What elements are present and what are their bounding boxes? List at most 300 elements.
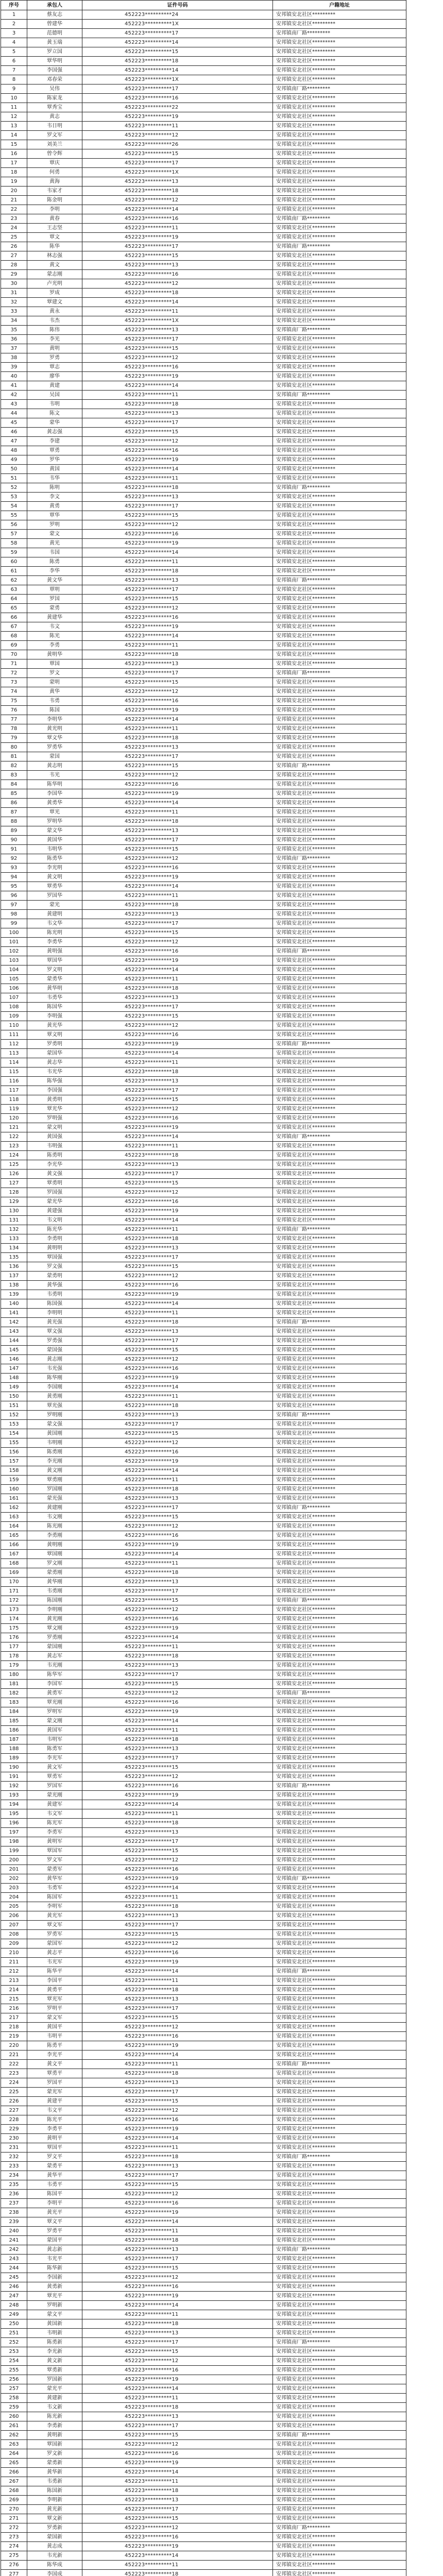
id-number: 452223**********12 [82,687,273,697]
household-address: 安邦镇安北社区********* [273,2069,406,2078]
table-row [1,131,406,140]
row-index: 139 [1,1290,27,1299]
row-index: 148 [1,1374,27,1383]
household-address: 安邦镇安北社区********* [273,1884,406,1893]
row-index: 164 [1,1522,27,1531]
row-index: 144 [1,1336,27,1346]
id-number: 452223**********15 [82,1429,273,1438]
household-address: 安邦镇南厂路********* [273,854,406,863]
id-number: 452223**********18 [82,483,273,493]
table-row [1,400,406,409]
table-row [1,2190,406,2199]
table-row [1,1336,406,1346]
table-row [1,502,406,511]
contractor-name: 黄志新 [27,2245,82,2255]
table-row [1,2041,406,2050]
household-address: 安邦镇安北社区********* [273,1540,406,1550]
table-row [1,1633,406,1642]
household-address: 安邦镇安北社区********* [273,289,406,298]
household-address: 安邦镇安北社区********* [273,437,406,446]
table-row [1,1902,406,1911]
household-address: 安邦镇南厂路********* [273,2153,406,2162]
table-row [1,771,406,780]
table-row [1,251,406,261]
contractor-name: 覃光刚 [27,1698,82,1707]
contractor-name: 黄志军 [27,1652,82,1661]
household-address: 安邦镇安北社区********* [273,1234,406,1244]
row-index: 115 [1,1067,27,1077]
table-row [1,2227,406,2236]
header-contractor: 承包人 [27,1,82,10]
household-address: 安邦镇南厂路********* [273,2431,406,2440]
contractor-name: 韦勇新 [27,2477,82,2486]
row-index: 265 [1,2459,27,2468]
id-number: 452223**********13 [82,2245,273,2255]
id-number: 452223**********14 [82,38,273,47]
table-row [1,1967,406,1976]
contractor-name: 罗文新 [27,2449,82,2459]
table-row [1,316,406,326]
table-row [1,1578,406,1587]
id-number: 452223**********12 [82,353,273,363]
id-number: 452223**********14 [82,465,273,474]
id-number: 452223**********13 [82,1995,273,2004]
id-number: 452223**********19 [82,873,273,882]
contractor-name: 陈华军 [27,1670,82,1680]
row-index: 234 [1,2171,27,2180]
row-index: 87 [1,808,27,817]
contractor-name: 韦光军 [27,1958,82,1967]
household-address: 安邦镇安北社区********* [273,901,406,910]
household-address: 安邦镇安北社区********* [273,993,406,1003]
household-address: 安邦镇安北社区********* [273,1170,406,1179]
row-index: 130 [1,1207,27,1216]
row-index: 117 [1,1086,27,1095]
contractor-name: 覃文刚 [27,1624,82,1633]
row-index: 235 [1,2180,27,2190]
row-index: 274 [1,2542,27,2551]
row-index: 116 [1,1077,27,1086]
table-row [1,2329,406,2338]
table-row [1,1401,406,1411]
household-address: 安邦镇安北社区********* [273,1438,406,1448]
household-address: 安邦镇安北社区********* [273,1086,406,1095]
row-index: 125 [1,1160,27,1170]
household-address: 安邦镇安北社区********* [273,678,406,687]
household-address: 安邦镇南厂路********* [273,1503,406,1513]
id-number: 452223**********13 [82,1244,273,1253]
table-row [1,1058,406,1067]
contractor-name: 蒙国 [27,752,82,761]
row-index: 103 [1,956,27,965]
id-number: 452223**********16 [82,2282,273,2292]
household-address: 安邦镇安北社区********* [273,1485,406,1494]
contractor-name: 覃光 [27,808,82,817]
contractor-name: 黄文平 [27,2060,82,2069]
household-address: 安邦镇安北社区********* [273,1058,406,1067]
household-address: 安邦镇安北社区********* [273,2013,406,2023]
id-number: 452223**********13 [82,2412,273,2421]
row-index: 179 [1,1661,27,1670]
household-address: 安邦镇安北社区********* [273,1680,406,1689]
id-number: 452223**********15 [82,428,273,437]
id-number: 452223**********14 [82,1633,273,1642]
row-index: 23 [1,214,27,224]
household-address: 安邦镇安北社区********* [273,372,406,381]
household-address: 安邦镇安北社区********* [273,2496,406,2505]
table-row [1,1726,406,1735]
household-address: 安邦镇安北社区********* [273,1309,406,1318]
id-number: 452223**********16 [82,363,273,372]
contractor-name: 韦明强 [27,1142,82,1151]
row-index: 226 [1,2097,27,2106]
contractor-name: 黄永 [27,307,82,316]
household-address: 安邦镇安北社区********* [273,1299,406,1309]
id-number: 452223**********18 [82,817,273,826]
contractor-name: 陈勇明 [27,1151,82,1160]
household-address: 安邦镇安北社区********* [273,363,406,372]
contractor-name: 李勇明 [27,1234,82,1244]
id-number: 452223**********16 [82,1531,273,1540]
household-address: 安邦镇安北社区********* [273,10,406,20]
id-number: 452223**********12 [82,2023,273,2032]
household-address: 安邦镇安北社区********* [273,224,406,233]
contractor-name: 陈国 [27,706,82,715]
row-index: 185 [1,1717,27,1726]
contractor-name: 覃庆 [27,159,82,168]
household-address: 安邦镇南厂路********* [273,576,406,585]
row-index: 2 [1,20,27,29]
id-number: 452223**********12 [82,1605,273,1615]
table-row [1,2032,406,2041]
household-address: 安邦镇安北社区********* [273,697,406,706]
id-number: 452223**********13 [82,1661,273,1670]
household-address: 安邦镇安北社区********* [273,2421,406,2431]
table-row [1,2106,406,2115]
table-row [1,2208,406,2217]
id-number: 452223**********26 [82,140,273,149]
household-address: 安邦镇安北社区********* [273,2236,406,2245]
row-index: 131 [1,1216,27,1225]
row-index: 202 [1,1874,27,1884]
table-row [1,1197,406,1207]
id-number: 452223**********19 [82,2292,273,2301]
id-number: 452223**********19 [82,1374,273,1383]
household-address: 安邦镇安北社区********* [273,1197,406,1207]
id-number: 452223**********12 [82,604,273,613]
table-row [1,1819,406,1828]
table-row [1,1420,406,1429]
row-index: 245 [1,2273,27,2282]
household-address: 安邦镇安北社区********* [273,919,406,928]
id-number: 452223**********11 [82,474,273,483]
row-index: 166 [1,1540,27,1550]
table-row [1,2217,406,2227]
id-number: 452223**********16 [82,530,273,539]
row-index: 261 [1,2421,27,2431]
table-row [1,363,406,372]
id-number: 452223**********11 [82,1225,273,1234]
id-number: 452223**********18 [82,1485,273,1494]
contractor-name: 罗成 [27,289,82,298]
row-index: 208 [1,1930,27,1939]
table-row [1,567,406,576]
table-row [1,428,406,437]
row-index: 268 [1,2486,27,2496]
row-index: 50 [1,465,27,474]
id-number: 452223**********14 [82,965,273,975]
household-address: 安邦镇安北社区********* [273,474,406,483]
row-index: 182 [1,1689,27,1698]
household-address: 安邦镇安北社区********* [273,261,406,270]
id-number: 452223**********17 [82,836,273,845]
contractor-name: 蒙光华 [27,1197,82,1207]
table-row [1,1717,406,1726]
table-row [1,1763,406,1772]
row-index: 24 [1,224,27,233]
table-row [1,1503,406,1513]
contractor-name: 韦文明 [27,1216,82,1225]
contractor-name: 韦明刚 [27,1438,82,1448]
row-index: 154 [1,1429,27,1438]
row-index: 233 [1,2162,27,2171]
household-address: 安邦镇安北社区********* [273,2329,406,2338]
id-number: 452223**********16 [82,1197,273,1207]
contractor-name: 李光平 [27,2050,82,2060]
table-row [1,891,406,901]
row-index: 271 [1,2514,27,2523]
household-address: 安邦镇安北社区********* [273,1930,406,1939]
row-index: 263 [1,2440,27,2449]
contractor-name: 覃建文 [27,298,82,307]
row-index: 12 [1,112,27,122]
table-row [1,2403,406,2412]
id-number: 452223**********15 [82,1596,273,1605]
household-address: 安邦镇安北社区********* [273,1726,406,1735]
table-row [1,1216,406,1225]
household-address: 安邦镇安北社区********* [273,743,406,752]
id-number: 452223**********18 [82,650,273,659]
table-row [1,1392,406,1401]
id-number: 452223**********14 [82,2551,273,2561]
table-row [1,1021,406,1030]
id-number: 452223**********12 [82,1105,273,1114]
id-number: 452223**********13 [82,1077,273,1086]
household-address: 安邦镇安北社区********* [273,1262,406,1272]
contractor-name: 黄国新 [27,2319,82,2329]
table-row [1,799,406,808]
contractor-name: 覃国军 [27,1846,82,1856]
id-number: 452223**********12 [82,196,273,205]
id-number: 452223**********12 [82,854,273,863]
contractor-name: 蒙文华 [27,826,82,836]
table-row [1,1299,406,1309]
id-number: 452223**********18 [82,901,273,910]
table-row [1,1346,406,1355]
contractor-name: 蒙光平 [27,2384,82,2394]
id-number: 452223**********12 [82,1772,273,1782]
table-row [1,1531,406,1540]
id-number: 452223**********14 [82,2134,273,2143]
household-address: 安邦镇安北社区********* [273,724,406,734]
row-index: 156 [1,1448,27,1457]
household-address: 安邦镇安北社区********* [273,1531,406,1540]
household-address: 安邦镇安北社区********* [273,622,406,632]
id-number: 452223**********13 [82,910,273,919]
id-number: 452223**********16 [82,697,273,706]
id-number: 452223**********14 [82,2217,273,2227]
row-index: 104 [1,965,27,975]
row-index: 91 [1,845,27,854]
id-number: 452223**********14 [82,1717,273,1726]
id-number: 452223**********16 [82,1114,273,1123]
row-index: 57 [1,530,27,539]
row-index: 21 [1,196,27,205]
id-number: 452223**********11 [82,2227,273,2236]
contractor-name: 黄志平 [27,1948,82,1958]
contractor-name: 陈光刚 [27,1522,82,1531]
id-number: 452223**********15 [82,2431,273,2440]
household-address: 安邦镇安北社区********* [273,187,406,196]
household-address: 安邦镇安北社区********* [273,1216,406,1225]
contractor-name: 蒙勇新 [27,2459,82,2468]
id-number: 452223**********17 [82,2338,273,2347]
table-row [1,1327,406,1336]
household-address: 安邦镇安北社区********* [273,159,406,168]
id-number: 452223**********16 [82,2199,273,2208]
household-address: 安邦镇安北社区********* [273,1142,406,1151]
id-number: 452223**********12 [82,1188,273,1197]
id-number: 452223**********17 [82,84,273,94]
row-index: 78 [1,724,27,734]
contractor-name: 黄光强 [27,1318,82,1327]
household-address: 安邦镇安北社区********* [273,1698,406,1707]
table-row [1,1939,406,1948]
table-row [1,984,406,993]
id-number: 452223**********16 [82,2449,273,2459]
id-number: 452223**********19 [82,2125,273,2134]
id-number: 452223**********19 [82,622,273,632]
household-address: 安邦镇安北社区********* [273,567,406,576]
row-index: 25 [1,233,27,242]
household-address: 安邦镇安北社区********* [273,613,406,622]
row-index: 122 [1,1132,27,1142]
row-index: 239 [1,2217,27,2227]
contractor-name: 蒙国刚 [27,1642,82,1652]
household-address: 安邦镇安北社区********* [273,595,406,604]
contractor-name: 黄华刚 [27,1578,82,1587]
row-index: 36 [1,335,27,344]
household-address: 安邦镇安北社区********* [273,863,406,873]
id-number: 452223**********14 [82,1800,273,1809]
id-number: 452223**********19 [82,1874,273,1884]
id-number: 452223**********11 [82,808,273,817]
table-row [1,326,406,335]
contractor-name: 黄文刚 [27,1466,82,1476]
contractor-name: 蒙志刚 [27,270,82,279]
row-index: 113 [1,1049,27,1058]
household-address: 安邦镇安北社区********* [273,122,406,131]
household-address: 安邦镇安北社区********* [273,1049,406,1058]
id-number: 452223**********17 [82,335,273,344]
contractor-name: 罗立国 [27,47,82,57]
row-index: 126 [1,1170,27,1179]
household-address: 安邦镇安北社区********* [273,131,406,140]
table-row [1,956,406,965]
household-address: 安邦镇南厂路********* [273,1132,406,1142]
table-row [1,1661,406,1670]
id-number: 452223**********14 [82,632,273,641]
row-index: 197 [1,1828,27,1837]
table-row [1,1086,406,1095]
id-number: 452223**********11 [82,1309,273,1318]
contractor-name: 吴国 [27,391,82,400]
household-address: 安邦镇安北社区********* [273,2384,406,2394]
row-index: 264 [1,2449,27,2459]
table-row [1,261,406,270]
table-row [1,1142,406,1151]
row-index: 81 [1,752,27,761]
contractor-name: 覃文军 [27,1921,82,1930]
row-index: 143 [1,1327,27,1336]
row-index: 199 [1,1846,27,1856]
household-address: 安邦镇安北社区********* [273,706,406,715]
table-row [1,836,406,845]
contractor-name: 陈光军 [27,1819,82,1828]
contractor-name: 黄文华 [27,576,82,585]
row-index: 41 [1,381,27,391]
household-address: 安邦镇安北社区********* [273,928,406,938]
table-row [1,1605,406,1615]
id-number: 452223**********15 [82,1513,273,1522]
row-index: 216 [1,2004,27,2013]
table-row [1,2505,406,2514]
household-address: 安邦镇安北社区********* [273,2106,406,2115]
table-row [1,29,406,38]
table-row [1,2421,406,2431]
table-row [1,1809,406,1819]
row-index: 93 [1,863,27,873]
table-row [1,1151,406,1160]
household-address: 安邦镇安北社区********* [273,2004,406,2013]
table-row [1,270,406,279]
household-address: 安邦镇安北社区********* [273,2190,406,2199]
id-number: 452223**********14 [82,715,273,724]
contractor-name: 李文 [27,493,82,502]
table-row [1,1791,406,1800]
contractor-name: 黄勇明 [27,1095,82,1105]
id-number: 452223**********18 [82,2319,273,2329]
row-index: 70 [1,650,27,659]
contractor-name: 廖华 [27,372,82,381]
row-index: 183 [1,1698,27,1707]
id-number: 452223**********11 [82,2310,273,2319]
id-number: 452223**********12 [82,131,273,140]
household-address: 安邦镇安北社区********* [273,57,406,66]
table-row [1,919,406,928]
id-number: 452223**********19 [82,2375,273,2384]
table-row [1,140,406,149]
row-index: 39 [1,363,27,372]
row-index: 62 [1,576,27,585]
contractor-name: 罗国新 [27,2375,82,2384]
household-address: 安邦镇安北社区********* [273,2282,406,2292]
contractor-name: 覃国 [27,659,82,669]
row-index: 243 [1,2255,27,2264]
table-row [1,1550,406,1559]
id-number: 452223**********16 [82,2533,273,2542]
contractor-name: 覃明 [27,585,82,595]
